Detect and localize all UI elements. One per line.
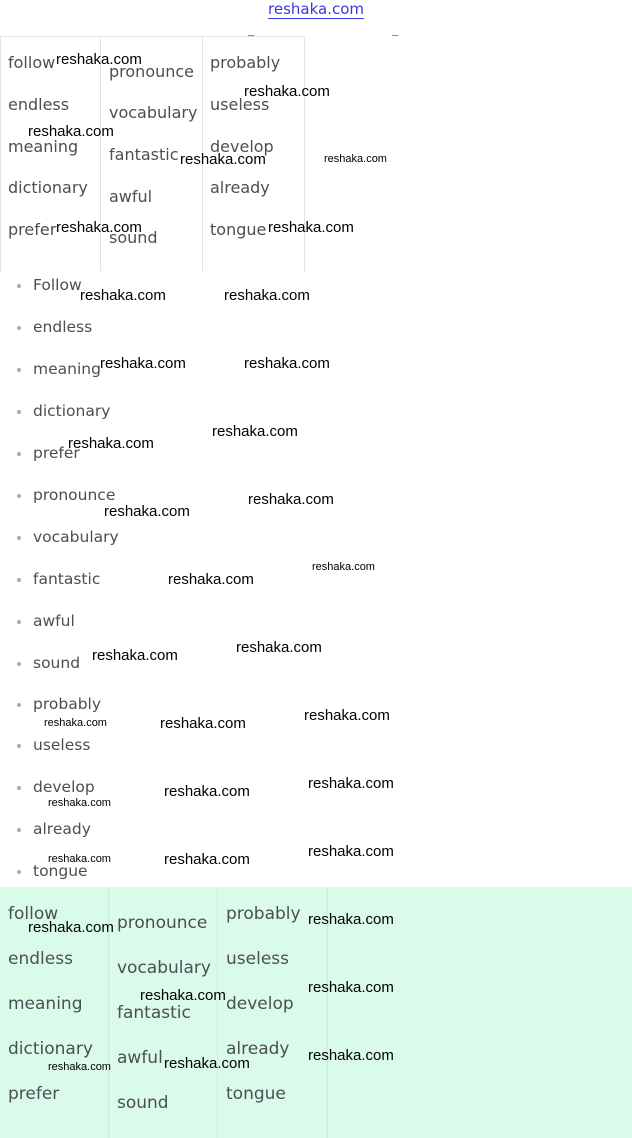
watermark: reshaka.com (92, 647, 178, 664)
bullet-icon (17, 662, 21, 666)
table-cell: dictionary (8, 1039, 93, 1059)
divider (392, 35, 398, 36)
watermark: reshaka.com (308, 843, 394, 860)
watermark: reshaka.com (304, 707, 390, 724)
site-link[interactable]: reshaka.com (268, 0, 364, 18)
bullet-icon (17, 326, 21, 330)
watermark: reshaka.com (100, 355, 186, 372)
watermark: reshaka.com (244, 355, 330, 372)
watermark: reshaka.com (48, 853, 111, 865)
watermark: reshaka.com (324, 153, 387, 165)
watermark: reshaka.com (212, 423, 298, 440)
table-cell: fantastic (117, 1003, 191, 1023)
bullet-icon (17, 786, 21, 790)
table-cell: probably (210, 53, 281, 72)
bullet-icon (17, 494, 21, 498)
watermark: reshaka.com (68, 435, 154, 452)
bullet-icon (17, 744, 21, 748)
bullet-icon (17, 703, 21, 707)
watermark: reshaka.com (308, 1047, 394, 1064)
watermark: reshaka.com (180, 151, 266, 168)
table-cell: vocabulary (117, 958, 211, 978)
bullet-icon (17, 620, 21, 624)
table-cell: useless (226, 949, 289, 969)
table-cell: pronounce (109, 62, 195, 81)
table-cell: tongue (226, 1084, 286, 1104)
bullet-icon (17, 828, 21, 832)
table-cell: develop (226, 994, 294, 1014)
table-cell: already (226, 1039, 290, 1059)
watermark: reshaka.com (80, 287, 166, 304)
table-cell: sound (117, 1093, 169, 1113)
watermark: reshaka.com (308, 775, 394, 792)
table-cell: probably (226, 904, 301, 924)
watermark: reshaka.com (244, 83, 330, 100)
watermark: reshaka.com (48, 1061, 111, 1073)
table-column (108, 887, 218, 1138)
table-cell: tongue (210, 220, 267, 239)
table-cell: meaning (8, 994, 83, 1014)
bullet-icon (17, 578, 21, 582)
bullet-icon (17, 452, 21, 456)
watermark: reshaka.com (28, 919, 114, 936)
table-cell: pronounce (117, 913, 208, 933)
table-cell: prefer (8, 1084, 60, 1104)
table-cell: follow (8, 904, 59, 924)
watermark: reshaka.com (308, 911, 394, 928)
table-cell: develop (210, 137, 274, 156)
watermark: reshaka.com (312, 561, 375, 573)
watermark: reshaka.com (56, 219, 142, 236)
watermark: reshaka.com (56, 51, 142, 68)
table-cell: follow (8, 53, 56, 72)
table-cell: awful (117, 1048, 163, 1068)
watermark: reshaka.com (236, 639, 322, 656)
watermark: reshaka.com (48, 797, 111, 809)
watermark: reshaka.com (164, 783, 250, 800)
watermark: reshaka.com (248, 491, 334, 508)
bullet-icon (17, 368, 21, 372)
watermark: reshaka.com (28, 123, 114, 140)
watermark: reshaka.com (160, 715, 246, 732)
bullet-icon (17, 284, 21, 288)
table-cell: prefer (8, 220, 57, 239)
watermark: reshaka.com (140, 987, 226, 1004)
table-cell: already (210, 178, 270, 197)
table-cell: dictionary (8, 178, 88, 197)
watermark: reshaka.com (224, 287, 310, 304)
table-cell: useless (210, 95, 270, 114)
watermark: reshaka.com (168, 571, 254, 588)
watermark: reshaka.com (104, 503, 190, 520)
bullet-icon (17, 410, 21, 414)
watermark: reshaka.com (164, 1055, 250, 1072)
table-cell: sound (109, 228, 158, 247)
watermark: reshaka.com (44, 717, 107, 729)
bullet-icon (17, 870, 21, 874)
table-cell: vocabulary (109, 103, 198, 122)
watermark: reshaka.com (308, 979, 394, 996)
table-cell: endless (8, 949, 73, 969)
table-cell: meaning (8, 137, 79, 156)
table-cell: endless (8, 95, 70, 114)
table-cell: awful (109, 187, 153, 206)
watermark: reshaka.com (268, 219, 354, 236)
table-cell: fantastic (109, 145, 179, 164)
watermark: reshaka.com (164, 851, 250, 868)
bullet-icon (17, 536, 21, 540)
